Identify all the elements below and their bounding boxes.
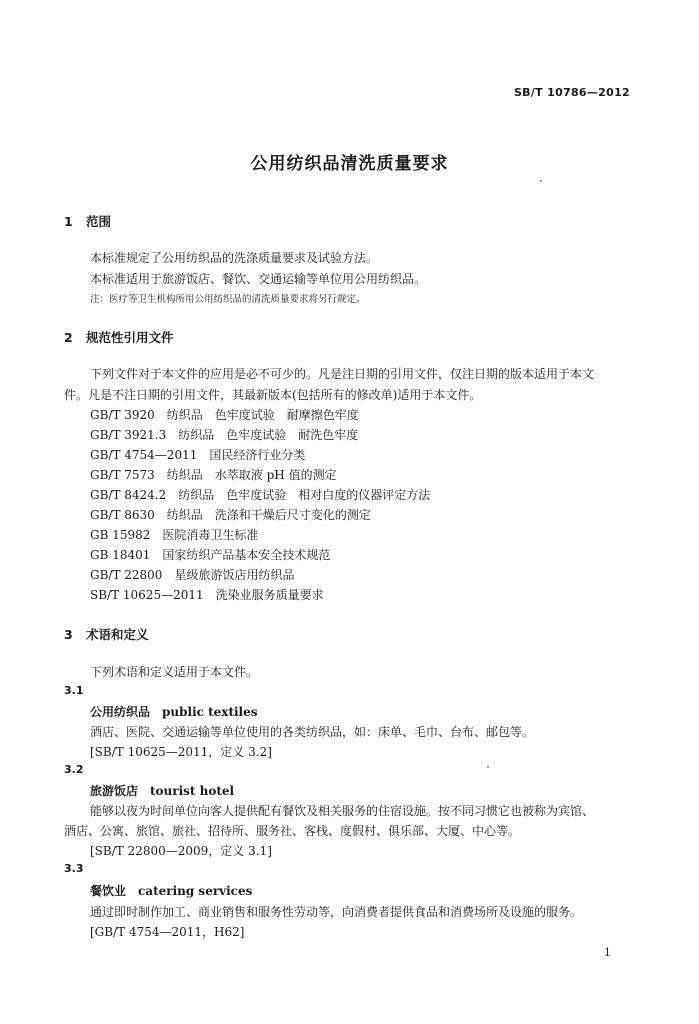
section-title: 术语和定义 bbox=[86, 627, 149, 642]
section-1-heading bbox=[64, 212, 111, 230]
reference-item: GB/T 3921.3 纺织品 色牢度试验 耐洗色牢度 bbox=[90, 428, 359, 442]
section-number: 2 bbox=[64, 330, 73, 345]
clause-number: 3.1 bbox=[64, 684, 84, 697]
term-definition: 酒店、公寓、旅馆、旅社、招待所、服务社、客栈、度假村、俱乐部、大厦、中心等。 bbox=[64, 824, 521, 838]
note: 注：医疗等卫生机构所用公用纺织品的清洗质量要求将另行规定。 bbox=[90, 294, 366, 305]
scan-speck bbox=[540, 180, 542, 182]
term-source: [GB/T 4754—2011，H62] bbox=[90, 925, 245, 939]
term-title: 公用纺织品 public textiles bbox=[90, 705, 258, 719]
paragraph: 件。凡是不注日期的引用文件，其最新版本(包括所有的修改单)适用于本文件。 bbox=[64, 388, 482, 402]
term-definition: 能够以夜为时间单位向客人提供配有餐饮及相关服务的住宿设施。按不同习惯它也被称为宾馆、 bbox=[90, 804, 595, 818]
paragraph: 本标准适用于旅游饭店、餐饮、交通运输等单位用公用纺织品。 bbox=[90, 272, 427, 286]
reference-item: GB/T 8630 纺织品 洗涤和干燥后尺寸变化的测定 bbox=[90, 508, 371, 522]
reference-item: SB/T 10625—2011 洗染业服务质量要求 bbox=[90, 588, 324, 602]
section-3-heading bbox=[64, 625, 149, 643]
term-title: 旅游饭店 tourist hotel bbox=[90, 784, 235, 798]
paragraph: 下列文件对于本文件的应用是必不可少的。凡是注日期的引用文件，仅注日期的版本适用于本文 bbox=[90, 367, 595, 381]
paragraph: 本标准规定了公用纺织品的洗涤质量要求及试验方法。 bbox=[90, 251, 379, 265]
term-source: [SB/T 10625—2011，定义 3.2] bbox=[90, 745, 272, 759]
reference-item: GB/T 8424.2 纺织品 色牢度试验 相对白度的仪器评定方法 bbox=[90, 488, 431, 502]
section-number: 3 bbox=[64, 627, 73, 642]
page-number: 1 bbox=[604, 946, 611, 959]
clause-number: 3.3 bbox=[64, 862, 84, 875]
section-title: 规范性引用文件 bbox=[86, 330, 174, 345]
reference-item: GB/T 7573 纺织品 水萃取液 pH 值的测定 bbox=[90, 468, 337, 482]
paragraph: 下列术语和定义适用于本文件。 bbox=[90, 665, 259, 679]
reference-item: GB/T 4754—2011 国民经济行业分类 bbox=[90, 448, 306, 462]
reference-item: GB 18401 国家纺织产品基本安全技术规范 bbox=[90, 548, 331, 562]
document-title: 公用纺织品清洗质量要求 bbox=[250, 154, 449, 174]
clause-number: 3.2 bbox=[64, 763, 84, 776]
term-title: 餐饮业 catering services bbox=[90, 884, 253, 898]
term-definition: 酒店、医院、交通运输等单位使用的各类纺织品，如：床单、毛巾、台布、邮包等。 bbox=[90, 725, 535, 739]
scan-speck bbox=[487, 766, 489, 768]
section-2-heading bbox=[64, 328, 174, 346]
reference-item: GB/T 3920 纺织品 色牢度试验 耐摩擦色牢度 bbox=[90, 408, 359, 422]
term-source: [SB/T 22800—2009，定义 3.1] bbox=[90, 844, 272, 858]
term-definition: 通过即时制作加工、商业销售和服务性劳动等，向消费者提供食品和消费场所及设施的服务。 bbox=[90, 905, 583, 919]
reference-item: GB 15982 医院消毒卫生标准 bbox=[90, 528, 259, 542]
section-title: 范围 bbox=[86, 214, 112, 229]
standard-number: SB/T 10786—2012 bbox=[513, 86, 630, 99]
reference-item: GB/T 22800 星级旅游饭店用纺织品 bbox=[90, 568, 295, 582]
section-number: 1 bbox=[64, 214, 73, 229]
